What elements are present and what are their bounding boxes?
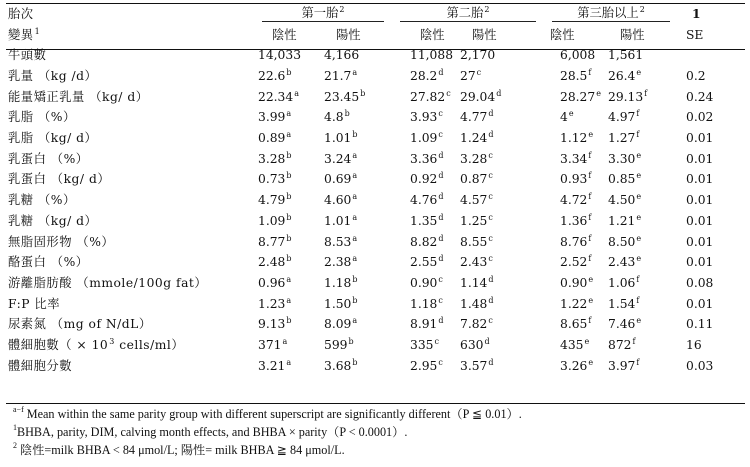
table-cell: 0.89$^a$ xyxy=(258,130,292,146)
table-cell: 2.43$^c$ xyxy=(460,254,493,270)
table-row xyxy=(6,314,746,335)
header-variable-label: 變異$^1$ xyxy=(8,26,41,42)
header-se: SE xyxy=(686,27,704,42)
row-label: 體細胞數（ × $10^3$ cells/ml） xyxy=(8,336,185,352)
table-cell: 22.34$^a$ xyxy=(258,88,299,104)
table-cell: 1.01$^b$ xyxy=(324,130,358,146)
table-cell: 1.18$^b$ xyxy=(324,274,358,290)
table-cell: 23.45$^b$ xyxy=(324,88,366,104)
table-cell: 8.76$^f$ xyxy=(560,233,592,249)
table-cell: 4.76$^d$ xyxy=(410,192,444,208)
row-label: 乳蛋白 （%） xyxy=(8,151,89,166)
results-table xyxy=(6,3,746,376)
header-row-sub xyxy=(6,24,746,45)
table-cell: 0.96$^a$ xyxy=(258,274,292,290)
table-row xyxy=(6,293,746,314)
table-cell: 1.50$^b$ xyxy=(324,295,358,311)
table-row xyxy=(6,355,746,376)
table-cell: 1.12e xyxy=(560,130,594,146)
table-cell: 26.4e xyxy=(608,68,642,84)
table-cell: 4e xyxy=(560,109,574,125)
table-row xyxy=(6,66,746,87)
table-cell: 2.43e xyxy=(608,254,642,270)
table-row xyxy=(6,169,746,190)
table-cell: 1.09$^b$ xyxy=(258,212,292,228)
footnotes xyxy=(12,405,522,459)
table-cell: 2.52$^f$ xyxy=(560,254,592,270)
table-cell: 3.28$^b$ xyxy=(258,150,292,166)
se-cell: 0.01 xyxy=(686,172,714,187)
table-cell: 2.48$^b$ xyxy=(258,254,292,270)
table-cell: 28.27e xyxy=(560,88,601,104)
table-cell: 1.14$^d$ xyxy=(460,274,494,290)
row-label: 酪蛋白 （%） xyxy=(8,255,89,270)
row-label: 乳糖 （kg/ d） xyxy=(8,213,98,228)
table-row xyxy=(6,231,746,252)
table-cell: 630$^d$ xyxy=(460,336,490,352)
table-cell: 2,170 xyxy=(460,48,496,63)
table-cell: 0.87$^c$ xyxy=(460,171,493,187)
header-pos-1: 陽性 xyxy=(336,27,361,42)
table-cell: 8.50e xyxy=(608,233,642,249)
row-label: 乳脂 （kg/ d） xyxy=(8,131,98,146)
table-cell: 335$^c$ xyxy=(410,336,439,352)
table-cell: 1.09$^c$ xyxy=(410,130,443,146)
se-cell: 0.01 xyxy=(686,131,714,146)
se-cell: 0.01 xyxy=(686,296,714,311)
header-group-1: 第一胎$^2$ xyxy=(254,3,392,24)
row-label: F:P 比率 xyxy=(8,296,61,311)
header-neg-1: 陰性 xyxy=(272,27,297,42)
table-cell: 3.68$^b$ xyxy=(324,357,358,373)
table-cell: 3.21$^a$ xyxy=(258,357,292,373)
table-cell: 28.2$^d$ xyxy=(410,68,444,84)
table-cell: 11,088 xyxy=(410,48,454,63)
se-cell: 0.02 xyxy=(686,110,714,125)
table-cell: 1.06$^f$ xyxy=(608,274,640,290)
table-cell: 1.54$^f$ xyxy=(608,295,640,311)
table-row xyxy=(6,252,746,273)
table-cell: 4.72$^f$ xyxy=(560,192,592,208)
se-cell: 0.24 xyxy=(686,89,714,104)
se-cell: 0.08 xyxy=(686,275,714,290)
table-cell: 4.79$^b$ xyxy=(258,192,292,208)
table-cell: 3.26e xyxy=(560,357,594,373)
table-cell: 21.7$^a$ xyxy=(324,68,358,84)
table-cell: 3.30e xyxy=(608,150,642,166)
table-cell: 3.36$^d$ xyxy=(410,150,444,166)
row-label: 乳蛋白 （kg/ d） xyxy=(8,172,111,187)
table-cell: 29.13$^f$ xyxy=(608,88,648,104)
table-cell: 4.50e xyxy=(608,192,642,208)
table-bottom-rule xyxy=(6,403,745,404)
table-cell: 4.97$^f$ xyxy=(608,109,640,125)
row-label: 牛頭數 xyxy=(8,48,47,63)
table-cell: 4.60$^a$ xyxy=(324,192,358,208)
table-cell: 1.27$^f$ xyxy=(608,130,640,146)
table-cell: 435e xyxy=(560,336,590,352)
row-label: 乳糖 （%） xyxy=(8,193,76,208)
se-cell: 0.01 xyxy=(686,151,714,166)
table-cell: 8.55$^c$ xyxy=(460,233,493,249)
table-cell: 29.04$^d$ xyxy=(460,88,502,104)
table-cell: 0.73$^b$ xyxy=(258,171,292,187)
table-cell: 1.21e xyxy=(608,212,642,228)
table-cell: 7.82$^c$ xyxy=(460,316,493,332)
header-se-footnote: 1 xyxy=(692,5,701,21)
table-cell: 28.5$^f$ xyxy=(560,68,592,84)
table-cell: 4.57$^c$ xyxy=(460,192,493,208)
table-row xyxy=(6,148,746,169)
header-pos-2: 陽性 xyxy=(472,27,497,42)
se-cell: 16 xyxy=(686,337,702,352)
table-cell: 2.95$^c$ xyxy=(410,357,443,373)
table-cell: 4.77$^d$ xyxy=(460,109,494,125)
se-cell: 0.01 xyxy=(686,213,714,228)
table-cell: 3.24$^a$ xyxy=(324,150,358,166)
row-label: 能量矯正乳量 （kg/ d） xyxy=(8,89,149,104)
table-cell: 3.57$^d$ xyxy=(460,357,494,373)
row-label: 尿素氮 （mg of N/dL） xyxy=(8,317,152,332)
table-cell: 8.09$^a$ xyxy=(324,316,358,332)
table-cell: 1.35$^d$ xyxy=(410,212,444,228)
table-cell: 2.38$^a$ xyxy=(324,254,358,270)
table-cell: 1.25$^c$ xyxy=(460,212,493,228)
table-row xyxy=(6,128,746,149)
table-cell: 0.90e xyxy=(560,274,594,290)
table-cell: 3.93$^c$ xyxy=(410,109,443,125)
table-cell: 1.48$^d$ xyxy=(460,295,494,311)
row-label: 乳脂 （%） xyxy=(8,110,76,125)
se-cell: 0.01 xyxy=(686,255,714,270)
se-cell: 0.01 xyxy=(686,234,714,249)
se-cell: 0.01 xyxy=(686,193,714,208)
footnote-bhba-definition: $^2$ 陰性=milk BHBA < 84 μmol/L; 陽性= milk BHBA ≧ 84 μmol/L. xyxy=(13,441,345,457)
table-cell: 8.53$^a$ xyxy=(324,233,358,249)
row-label: 體細胞分數 xyxy=(8,358,72,373)
table-cell: 2.55$^d$ xyxy=(410,254,444,270)
header-group-2: 第二胎$^2$ xyxy=(392,3,544,24)
table-row xyxy=(6,107,746,128)
table-cell: 6,008 xyxy=(560,48,596,63)
header-pos-3: 陽性 xyxy=(620,27,645,42)
table-row xyxy=(6,335,746,356)
table-cell: 1.22e xyxy=(560,295,594,311)
table-cell: 3.97$^f$ xyxy=(608,357,640,373)
table-cell: 1.23$^a$ xyxy=(258,295,292,311)
table-cell: 1.24$^d$ xyxy=(460,130,494,146)
header-rule xyxy=(6,49,745,50)
table-cell: 0.92$^d$ xyxy=(410,171,444,187)
table-cell: 599$^b$ xyxy=(324,336,354,352)
table-cell: 4,166 xyxy=(324,48,360,63)
footnote-significance: $^{a-f}$ Mean within the same parity group with different superscript are significantly different（P ≦ 0.01）. xyxy=(13,405,522,421)
table-row xyxy=(6,273,746,294)
table-cell: 27.82$^c$ xyxy=(410,88,451,104)
se-cell: 0.2 xyxy=(686,69,706,84)
table-cell: 1.18$^c$ xyxy=(410,295,443,311)
table-cell: 371$^a$ xyxy=(258,336,288,352)
table-cell: 0.93$^f$ xyxy=(560,171,592,187)
header-parity-label: 胎次 xyxy=(8,6,34,21)
table-cell: 8.77$^b$ xyxy=(258,233,292,249)
table-cell: 8.65$^f$ xyxy=(560,316,592,332)
table-cell: 14,033 xyxy=(258,48,302,63)
table-row xyxy=(6,190,746,211)
header-neg-2: 陰性 xyxy=(420,27,445,42)
header-group-3: 第三胎以上$^2$ xyxy=(544,3,678,24)
table-row xyxy=(6,86,746,107)
table-cell: 0.85e xyxy=(608,171,642,187)
table-cell: 27$^c$ xyxy=(460,68,482,84)
table-cell: 1,561 xyxy=(608,48,644,63)
table-cell: 1.01$^a$ xyxy=(324,212,358,228)
table-cell: 7.46e xyxy=(608,316,642,332)
table-cell: 0.90$^c$ xyxy=(410,274,443,290)
row-label: 無脂固形物 （%） xyxy=(8,234,115,249)
table-cell: 3.28$^c$ xyxy=(460,150,493,166)
se-cell: 0.11 xyxy=(686,317,714,332)
row-label: 乳量 （kg /d） xyxy=(8,69,98,84)
table-row xyxy=(6,211,746,232)
table-cell: 3.34$^f$ xyxy=(560,150,592,166)
header-row-parity xyxy=(6,3,746,24)
se-cell: 0.03 xyxy=(686,358,714,373)
table-cell: 9.13$^b$ xyxy=(258,316,292,332)
table-cell: 3.99$^a$ xyxy=(258,109,292,125)
table-cell: 22.6$^b$ xyxy=(258,68,292,84)
row-label: 游離脂肪酸 （mmole/100g fat） xyxy=(8,275,208,290)
table-cell: 872$^f$ xyxy=(608,336,636,352)
table-cell: 1.36$^f$ xyxy=(560,212,592,228)
table-cell: 0.69$^a$ xyxy=(324,171,358,187)
table-cell: 4.8$^b$ xyxy=(324,109,350,125)
table-cell: 8.91$^d$ xyxy=(410,316,444,332)
footnote-effects: $^1$BHBA, parity, DIM, calving month effects, and BHBA × parity（P < 0.0001）. xyxy=(13,423,408,439)
table-cell: 8.82$^d$ xyxy=(410,233,444,249)
header-neg-3: 陰性 xyxy=(550,27,575,42)
